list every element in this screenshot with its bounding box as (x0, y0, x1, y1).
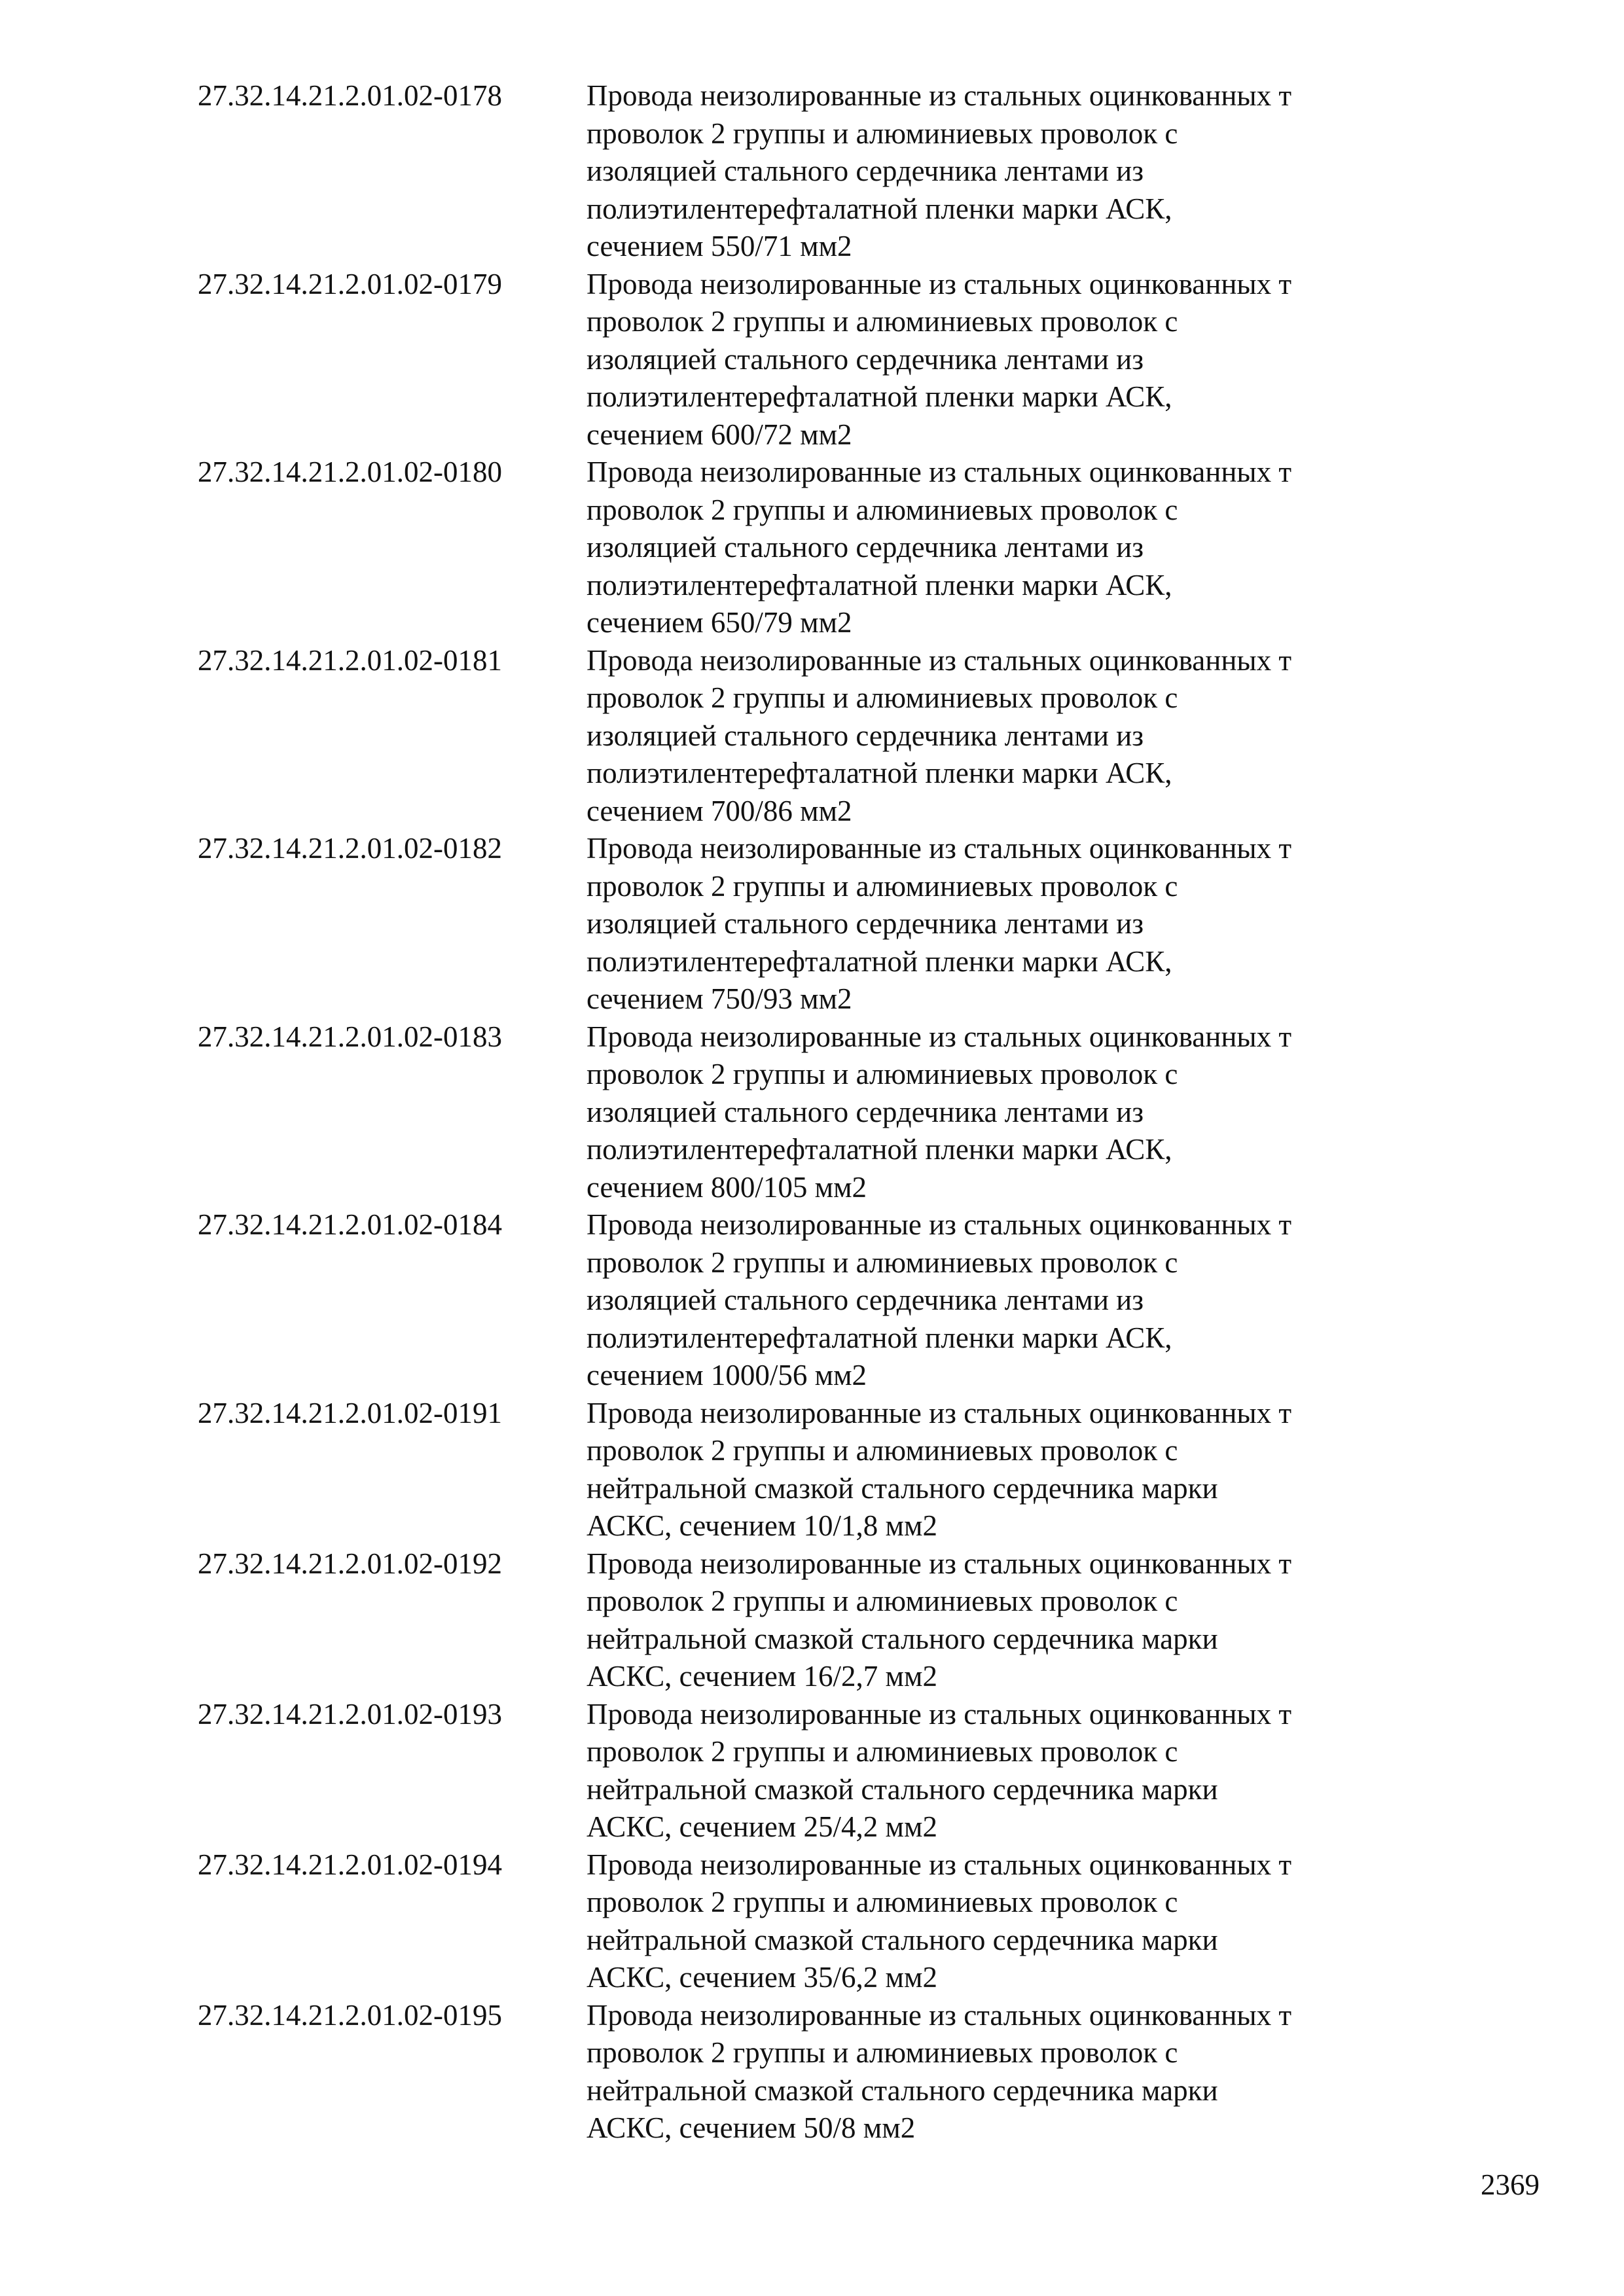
entry-description-line: проволок 2 группы и алюминиевых проволок с (586, 117, 1178, 150)
entry-code: 27.32.14.21.2.01.02-0192 (198, 1547, 502, 1580)
entry-description-line: проволок 2 группы и алюминиевых проволок с (586, 1585, 1178, 1617)
entry-description-line: Провода неизолированные из стальных оцинкованных т (586, 1697, 1292, 1731)
entry-description-line: сечением 650/79 мм2 (586, 606, 852, 639)
entry-description (586, 1997, 1481, 2147)
entry-description-line: сечением 700/86 мм2 (586, 794, 852, 827)
entry-description (586, 454, 1481, 642)
entry-description (586, 266, 1481, 454)
entry-description (586, 642, 1481, 831)
entry-description (586, 1696, 1481, 1846)
entry-description-line: Провода неизолированные из стальных оцинкованных т (586, 832, 1292, 865)
entry-description-line: нейтральной смазкой стального сердечника марки (586, 1471, 1218, 1505)
entry-description-line: Провода неизолированные из стальных оцинкованных т (586, 1547, 1292, 1580)
entry-description-line: полиэтилентерефталатной пленки марки АСК, (586, 757, 1172, 789)
entry-description-line: проволок 2 группы и алюминиевых проволок с (586, 1246, 1178, 1279)
entry-row (198, 830, 1481, 1018)
entry-description-line: изоляцией стального сердечника лентами из (586, 719, 1144, 752)
entry-description-line: изоляцией стального сердечника лентами из (586, 531, 1144, 564)
entry-code: 27.32.14.21.2.01.02-0194 (198, 1848, 502, 1881)
entry-description-line: изоляцией стального сердечника лентами из (586, 1095, 1144, 1128)
entry-description (586, 830, 1481, 1018)
entry-description-line: изоляцией стального сердечника лентами из (586, 1283, 1144, 1316)
entry-code: 27.32.14.21.2.01.02-0193 (198, 1697, 502, 1731)
entry-description (586, 77, 1481, 266)
entry-description (586, 1018, 1481, 1207)
entry-description-line: нейтральной смазкой стального сердечника марки (586, 1923, 1218, 1956)
entry-description-line: АСКС, сечением 25/4,2 мм2 (586, 1810, 937, 1843)
entry-description-line: сечением 800/105 мм2 (586, 1170, 867, 1204)
entry-description (586, 1545, 1481, 1696)
entry-description-line: полиэтилентерефталатной пленки марки АСК, (586, 380, 1172, 413)
entry-description-line: изоляцией стального сердечника лентами из (586, 342, 1144, 376)
entry-description-line: проволок 2 группы и алюминиевых проволок с (586, 681, 1178, 714)
entry-description-line: сечением 1000/56 мм2 (586, 1359, 867, 1391)
entry-code: 27.32.14.21.2.01.02-0182 (198, 832, 502, 865)
entry-row (198, 1997, 1481, 2147)
entry-row (198, 642, 1481, 831)
entry-description-line: Провода неизолированные из стальных оцинкованных т (586, 643, 1292, 677)
entry-description-line: проволок 2 группы и алюминиевых проволок с (586, 1735, 1178, 1768)
entry-description-line: Провода неизолированные из стальных оцинкованных т (586, 1396, 1292, 1429)
entry-row (198, 1696, 1481, 1846)
entry-description-line: проволок 2 группы и алюминиевых проволок с (586, 1058, 1178, 1090)
entry-description-line: нейтральной смазкой стального сердечника марки (586, 2073, 1218, 2107)
entry-description-line: проволок 2 группы и алюминиевых проволок с (586, 1434, 1178, 1467)
entry-description-line: Провода неизолированные из стальных оцинкованных т (586, 456, 1292, 488)
page-number: 2369 (1481, 2168, 1540, 2201)
entry-description-line: АСКС, сечением 50/8 мм2 (586, 2111, 916, 2144)
entry-description (586, 1206, 1481, 1395)
entry-description-line: Провода неизолированные из стальных оцинкованных т (586, 1848, 1292, 1881)
entry-row (198, 1395, 1481, 1545)
entry-description-line: Провода неизолированные из стальных оцинкованных т (586, 1998, 1292, 2032)
entry-description-line: сечением 600/72 мм2 (586, 418, 852, 451)
entry-description-line: проволок 2 группы и алюминиевых проволок с (586, 1886, 1178, 1918)
entry-description-line: Провода неизолированные из стальных оцинкованных т (586, 1208, 1292, 1241)
entry-description-line: полиэтилентерефталатной пленки марки АСК, (586, 944, 1172, 978)
entry-description-line: полиэтилентерефталатной пленки марки АСК, (586, 1321, 1172, 1354)
entry-description-line: АСКС, сечением 16/2,7 мм2 (586, 1660, 937, 1693)
entry-description-line: проволок 2 группы и алюминиевых проволок с (586, 2036, 1178, 2069)
entry-row (198, 454, 1481, 642)
entry-description-line: нейтральной смазкой стального сердечника марки (586, 1622, 1218, 1655)
entry-description-line: Провода неизолированные из стальных оцинкованных т (586, 1020, 1292, 1053)
entry-code: 27.32.14.21.2.01.02-0195 (198, 1998, 502, 2032)
entry-description (586, 1395, 1481, 1545)
entry-row (198, 1545, 1481, 1696)
entry-row (198, 1018, 1481, 1207)
entry-row (198, 77, 1481, 266)
entry-row (198, 1846, 1481, 1997)
entry-description-line: АСКС, сечением 10/1,8 мм2 (586, 1509, 937, 1542)
entry-description-line: изоляцией стального сердечника лентами из (586, 154, 1144, 187)
entry-description-line: проволок 2 группы и алюминиевых проволок с (586, 493, 1178, 526)
entry-description (586, 1846, 1481, 1997)
entry-description-line: сечением 750/93 мм2 (586, 982, 852, 1015)
entry-description-line: полиэтилентерефталатной пленки марки АСК, (586, 1133, 1172, 1166)
entry-code: 27.32.14.21.2.01.02-0179 (198, 267, 502, 300)
entry-code: 27.32.14.21.2.01.02-0180 (198, 456, 502, 488)
entry-description-line: сечением 550/71 мм2 (586, 230, 852, 262)
entry-description-line: полиэтилентерефталатной пленки марки АСК, (586, 192, 1172, 225)
entry-code: 27.32.14.21.2.01.02-0178 (198, 79, 502, 112)
entry-code: 27.32.14.21.2.01.02-0183 (198, 1020, 502, 1053)
entry-description-line: АСКС, сечением 35/6,2 мм2 (586, 1961, 937, 1994)
entry-description-line: Провода неизолированные из стальных оцинкованных т (586, 267, 1292, 300)
entry-row (198, 266, 1481, 454)
entry-description-line: полиэтилентерефталатной пленки марки АСК, (586, 568, 1172, 601)
entry-row (198, 1206, 1481, 1395)
entry-code: 27.32.14.21.2.01.02-0181 (198, 643, 502, 677)
entry-description-line: нейтральной смазкой стального сердечника марки (586, 1772, 1218, 1806)
entry-description-line: проволок 2 группы и алюминиевых проволок с (586, 869, 1178, 903)
entry-code: 27.32.14.21.2.01.02-0191 (198, 1396, 502, 1429)
entry-list (198, 77, 1481, 2147)
entry-code: 27.32.14.21.2.01.02-0184 (198, 1208, 502, 1241)
entry-description-line: проволок 2 группы и алюминиевых проволок с (586, 305, 1178, 338)
entry-description-line: изоляцией стального сердечника лентами из (586, 907, 1144, 940)
entry-description-line: Провода неизолированные из стальных оцинкованных т (586, 79, 1292, 112)
